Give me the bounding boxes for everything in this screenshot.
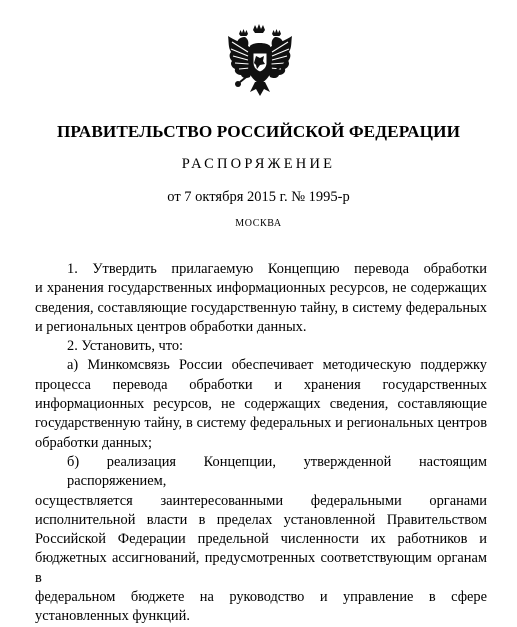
government-title: ПРАВИТЕЛЬСТВО РОССИЙСКОЙ ФЕДЕРАЦИИ [56, 122, 461, 141]
text-line: информационных ресурсов, не содержащих сведения, составляющие [35, 396, 487, 413]
text-line: б) реализация Концепции, утвержденной настоящим распоряжением, [67, 453, 487, 490]
text-line: обработки данных; [35, 434, 152, 451]
text-line: исполнительной власти в пределах установленной Правительством [35, 511, 487, 528]
text-line: и региональных центров обработки данных. [35, 318, 307, 335]
text-line: 1. Утвердить прилагаемую Концепцию перевода обработки [67, 261, 487, 277]
document-date-number: от 7 октября 2015 г. № 1995-р [167, 189, 350, 205]
text-line: а) Минкомсвязь России обеспечивает методическую поддержку [67, 357, 487, 374]
document-city: МОСКВА [235, 218, 282, 229]
text-line: и хранения государственных информационных ресурсов, не содержащих [35, 280, 487, 297]
paragraph-2 [35, 337, 487, 356]
text-line: государственную тайну, в систему федеральных и региональных центров [35, 415, 487, 432]
document-type: РАСПОРЯЖЕНИЕ [181, 156, 336, 172]
text-line: сведения, составляющие государственную тайну, в систему федеральных [35, 299, 487, 316]
text-line: осуществляется заинтересованными федеральными органами [35, 492, 487, 509]
text-line: бюджетных ассигнований, предусмотренных соответствующим органам в [35, 550, 487, 586]
text-line: Российской Федерации предельной численности их работников и [35, 531, 487, 548]
double-headed-eagle-emblem-icon [226, 22, 294, 98]
paragraph-2b [35, 453, 487, 627]
text-line: 2. Установить, что: [67, 338, 184, 355]
paragraph-2a [35, 356, 487, 452]
text-line: установленных функций. [35, 608, 190, 625]
document-body [35, 260, 487, 627]
text-line: федеральном бюджете на руководство и управление в сфере [35, 589, 487, 606]
paragraph-1 [35, 260, 487, 337]
text-line: процесса перевода обработки и хранения государственных [35, 376, 487, 393]
